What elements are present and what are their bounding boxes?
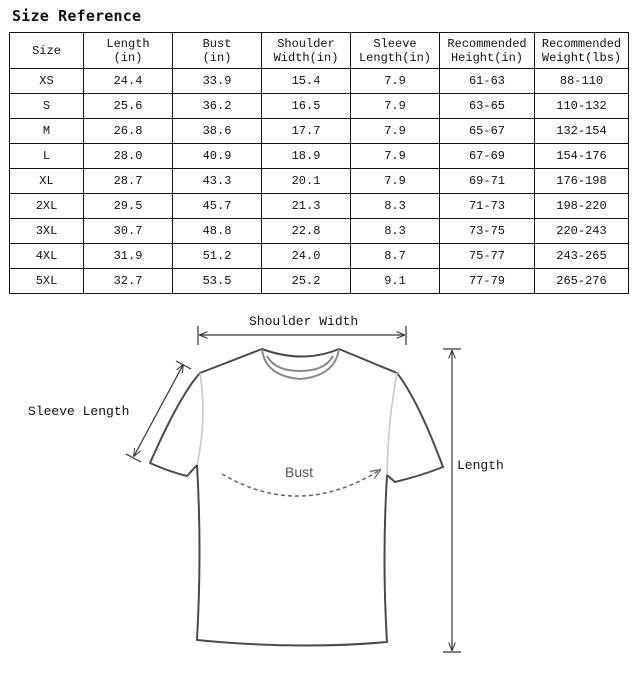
value-cell: 265-276 — [535, 269, 629, 294]
column-header — [351, 33, 440, 69]
column-header-line: Height(in) — [450, 50, 523, 65]
column-header-line: (in) — [113, 50, 143, 65]
value-cell: 69-71 — [440, 169, 535, 194]
page-title: Size Reference — [12, 7, 142, 25]
value-cell: 110-132 — [535, 94, 629, 119]
value-cell: 176-198 — [535, 169, 629, 194]
tshirt-outline — [150, 349, 443, 646]
table-row — [10, 94, 629, 119]
value-cell: 25.2 — [262, 269, 351, 294]
value-cell: 29.5 — [84, 194, 173, 219]
size-table — [9, 32, 629, 294]
value-cell: 7.9 — [351, 69, 440, 94]
sleeve-length-tick-bottom — [126, 454, 141, 462]
column-header-line: Size — [32, 43, 61, 58]
value-cell: 63-65 — [440, 94, 535, 119]
size-table-header — [10, 33, 629, 69]
value-cell: 7.9 — [351, 169, 440, 194]
column-header — [84, 33, 173, 69]
value-cell: 75-77 — [440, 244, 535, 269]
size-cell: XL — [10, 169, 84, 194]
value-cell: 40.9 — [173, 144, 262, 169]
column-header — [10, 33, 84, 69]
value-cell: 24.0 — [262, 244, 351, 269]
value-cell: 132-154 — [535, 119, 629, 144]
value-cell: 15.4 — [262, 69, 351, 94]
value-cell: 88-110 — [535, 69, 629, 94]
table-row — [10, 244, 629, 269]
value-cell: 48.8 — [173, 219, 262, 244]
value-cell: 7.9 — [351, 144, 440, 169]
value-cell: 243-265 — [535, 244, 629, 269]
value-cell: 28.0 — [84, 144, 173, 169]
column-header-line: Length — [106, 36, 150, 51]
value-cell: 30.7 — [84, 219, 173, 244]
size-cell: M — [10, 119, 84, 144]
sleeve-length-label: Sleeve Length — [28, 404, 130, 419]
table-row — [10, 269, 629, 294]
value-cell: 7.9 — [351, 119, 440, 144]
column-header-line: Weight(lbs) — [541, 50, 622, 65]
value-cell: 21.3 — [262, 194, 351, 219]
size-cell: S — [10, 94, 84, 119]
column-header-line: Recommended — [447, 36, 527, 51]
column-header — [173, 33, 262, 69]
value-cell: 16.5 — [262, 94, 351, 119]
tshirt-illustration — [0, 300, 641, 673]
value-cell: 51.2 — [173, 244, 262, 269]
value-cell: 9.1 — [351, 269, 440, 294]
value-cell: 8.7 — [351, 244, 440, 269]
value-cell: 67-69 — [440, 144, 535, 169]
value-cell: 77-79 — [440, 269, 535, 294]
column-header — [535, 33, 629, 69]
value-cell: 38.6 — [173, 119, 262, 144]
value-cell: 25.6 — [84, 94, 173, 119]
column-header — [262, 33, 351, 69]
bust-label: Bust — [285, 464, 314, 480]
value-cell: 220-243 — [535, 219, 629, 244]
size-cell: L — [10, 144, 84, 169]
value-cell: 33.9 — [173, 69, 262, 94]
size-cell: 3XL — [10, 219, 84, 244]
column-header-line: (in) — [202, 50, 232, 65]
value-cell: 45.7 — [173, 194, 262, 219]
value-cell: 43.3 — [173, 169, 262, 194]
tshirt-diagram — [0, 300, 641, 673]
value-cell: 65-67 — [440, 119, 535, 144]
value-cell: 198-220 — [535, 194, 629, 219]
value-cell: 17.7 — [262, 119, 351, 144]
table-row — [10, 69, 629, 94]
value-cell: 73-75 — [440, 219, 535, 244]
value-cell: 31.9 — [84, 244, 173, 269]
value-cell: 18.9 — [262, 144, 351, 169]
sleeve-length-tick-top — [176, 361, 191, 369]
value-cell: 53.5 — [173, 269, 262, 294]
value-cell: 154-176 — [535, 144, 629, 169]
column-header-line: Bust — [202, 36, 232, 51]
value-cell: 20.1 — [262, 169, 351, 194]
column-header-line: Length(in) — [358, 50, 431, 65]
table-row — [10, 219, 629, 244]
value-cell: 8.3 — [351, 219, 440, 244]
value-cell: 61-63 — [440, 69, 535, 94]
size-cell: XS — [10, 69, 84, 94]
column-header-line: Sleeve — [373, 36, 417, 51]
column-header-line: Recommended — [541, 36, 622, 51]
column-header-line: Shoulder — [277, 36, 335, 51]
value-cell: 28.7 — [84, 169, 173, 194]
value-cell: 36.2 — [173, 94, 262, 119]
column-header — [440, 33, 535, 69]
value-cell: 22.8 — [262, 219, 351, 244]
size-cell: 5XL — [10, 269, 84, 294]
size-table-body — [10, 69, 629, 294]
value-cell: 32.7 — [84, 269, 173, 294]
value-cell: 26.8 — [84, 119, 173, 144]
table-row — [10, 144, 629, 169]
table-row — [10, 119, 629, 144]
size-cell: 2XL — [10, 194, 84, 219]
value-cell: 71-73 — [440, 194, 535, 219]
value-cell: 8.3 — [351, 194, 440, 219]
shoulder-width-label: Shoulder Width — [249, 314, 359, 329]
value-cell: 24.4 — [84, 69, 173, 94]
column-header-line: Width(in) — [273, 50, 339, 65]
length-label: Length — [457, 458, 504, 473]
table-row — [10, 194, 629, 219]
table-row — [10, 169, 629, 194]
value-cell: 7.9 — [351, 94, 440, 119]
size-cell: 4XL — [10, 244, 84, 269]
